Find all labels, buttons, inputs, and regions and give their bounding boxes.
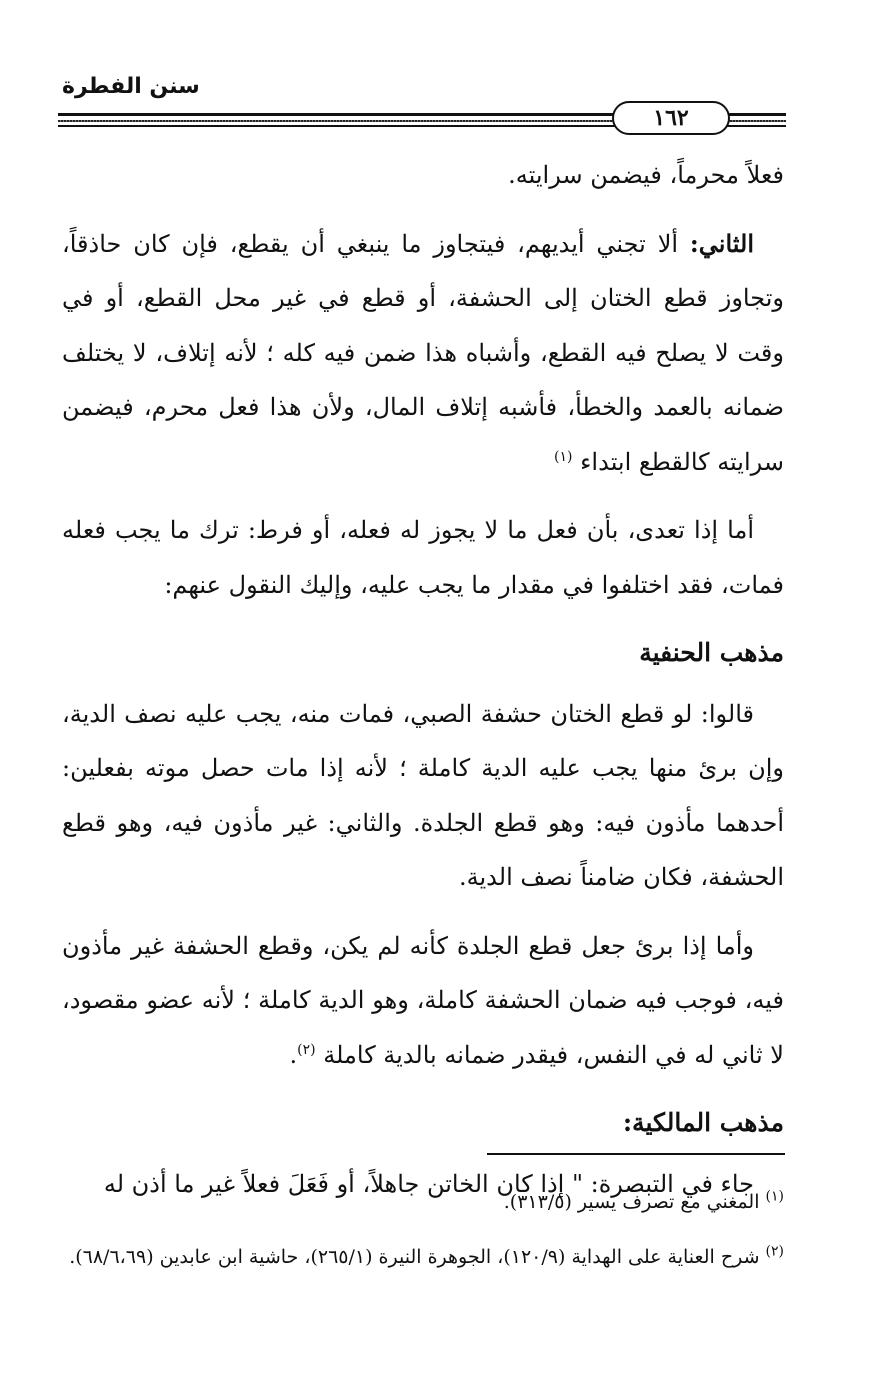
paragraph-6: جاء في التبصرة: " إذا كان الخاتن جاهلاً، أو فَعَلَ فعلاً غير ما أذن له (103, 1169, 754, 1198)
heading-hanafi: مذهب الحنفية (639, 638, 784, 667)
footnote-separator (487, 1153, 785, 1155)
main-text (62, 148, 784, 1225)
paragraph-2-text: ألا تجني أيديهم، فيتجاوز ما ينبغي أن يقطع، فإن كان حاذقاً، وتجاوز قطع الختان إلى الحشفة، أو قطع في غير محل القطع، أو في وقت لا يصلح فيه القطع، وأشباه هذا ضمن فيه كله ؛ لأنه إتلاف، لا يختلف ضمانه بالعمد والخطأ، فأشبه إتلاف المال، ولأن هذا فعل محرم، فيضمن سرايته كالقطع ابتداء (62, 229, 784, 476)
paragraph-1: فعلاً محرماً، فيضمن سرايته. (508, 161, 784, 189)
heading-maliki: مذهب المالكية: (622, 1108, 784, 1137)
paragraph-3: أما إذا تعدى، بأن فعل ما لا يجوز له فعله، أو فرط: ترك ما يجب فعله فمات، فقد اختلفوا في مقدار ما يجب عليه، وإليك النقول عنهم: (62, 516, 784, 599)
footnote-ref-1: (١) (554, 448, 573, 465)
footnote-2-marker: (٢) (765, 1243, 784, 1260)
footnote-1 (62, 1175, 784, 1230)
footnote-2-text: شرح العناية على الهداية (١٢٠/٩)، الجوهرة النيرة (٢٦٥/١)، حاشية ابن عابدين (٦٨/٦،٦٩). (69, 1246, 766, 1268)
paragraph-2-lead: الثاني: (689, 228, 754, 258)
footnote-2 (62, 1230, 784, 1285)
page-number: ١٦٢ (612, 101, 730, 135)
paragraph-5-text: وأما إذا برئ جعل قطع الجلدة كأنه لم يكن، وقطع الحشفة غير مأذون فيه، فوجب فيه ضمان الحشفة كاملة، وهو الدية كاملة ؛ لأنه عضو مقصود، لا ثاني له في النفس، فيقدر ضمانه بالدية كاملة (62, 931, 784, 1069)
paragraph-2 (62, 217, 784, 490)
paragraph-4: قالوا: لو قطع الختان حشفة الصبي، فمات منه، يجب عليه نصف الدية، وإن برئ منها يجب عليه الدية كاملة ؛ لأنه إذا مات حصل موته بفعلين: أحدهما مأذون فيه: وهو قطع الجلدة. والثاني: غير مأذون فيه، وهو قطع الحشفة، فكان ضامناً نصف الدية. (62, 699, 784, 891)
footnote-1-marker: (١) (765, 1188, 784, 1205)
running-header-title: سنن الفطرة (62, 74, 200, 99)
paragraph-5: وأما إذا برئ جعل قطع الجلدة كأنه لم يكن، وقطع الحشفة غير مأذون فيه، فوجب فيه ضمان الحشفة كاملة، وهو الدية كاملة ؛ لأنه عضو مقصود، لا ثاني له في النفس، فيقدر ضمانه بالدية كاملة $^{(٢)}$. (62, 931, 784, 1069)
footnotes (62, 1175, 784, 1285)
footnote-ref-2: (٢) (297, 1041, 316, 1058)
footnote-1-text: المغني مع تصرف يسير (٣١٣/٥). (503, 1191, 766, 1213)
